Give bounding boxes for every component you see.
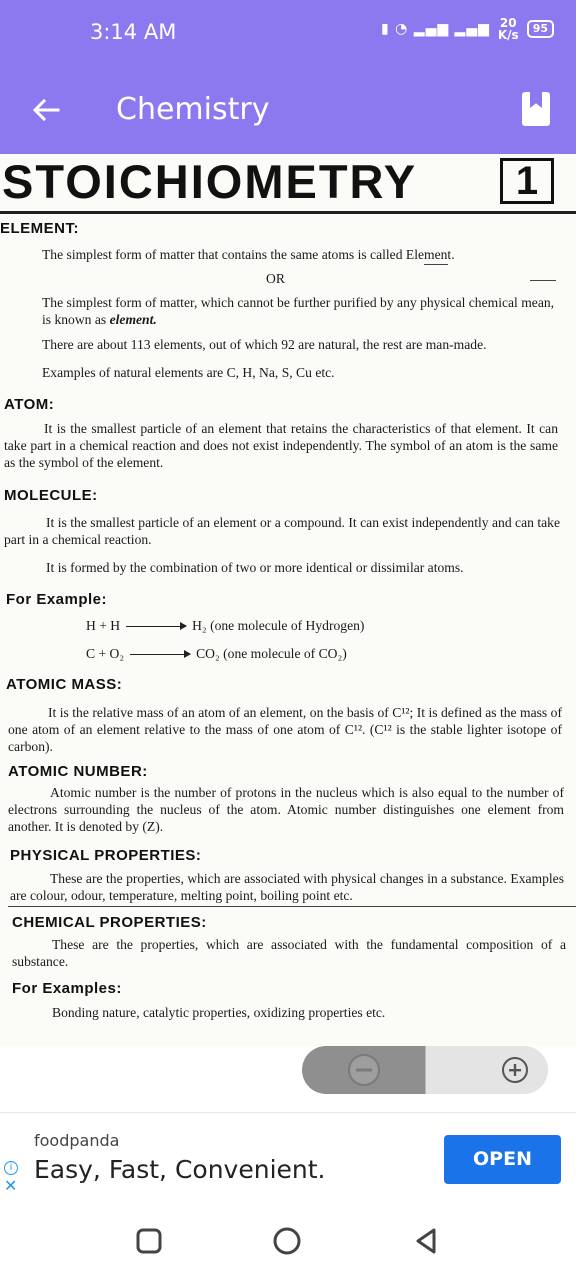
equation-hydrogen — [86, 618, 364, 634]
divider — [8, 906, 576, 907]
equation-co2-reactants: C + O₂ — [86, 646, 125, 661]
status-icons — [381, 17, 554, 41]
signal-icon: ▮ ◔ ▂▄▆ ▂▄▆ — [380, 21, 490, 37]
equation-hydrogen-product: H₂ (one molecule of Hydrogen) — [192, 618, 365, 633]
section-heading-for-example: For Example: — [6, 591, 108, 608]
underline-mark — [424, 264, 448, 265]
element-count: There are about 113 elements, out of which 92 are natural, the rest are man-made. — [42, 337, 487, 352]
element-or: OR — [266, 271, 285, 286]
nav-recents-icon[interactable] — [132, 1224, 166, 1258]
element-definition: The simplest form of matter that contains the same atoms is called Element. — [42, 247, 455, 262]
chapter-number: 1 — [500, 158, 554, 204]
section-heading-atomic-number: ATOMIC NUMBER: — [8, 763, 148, 780]
document-page — [0, 154, 576, 1046]
nav-home-icon[interactable] — [270, 1224, 304, 1258]
zoom-out-button[interactable] — [302, 1046, 425, 1094]
element-term: element. — [109, 312, 157, 327]
underline-mark — [530, 280, 556, 281]
atom-definition: It is the smallest particle of an element that retains the characteristics of that element. It can take part in a chemical reaction and does not exist independently. The symbol of an atom is the same as the symbol of the element. — [4, 421, 558, 470]
molecule-formation: It is formed by the combination of two or more identical or dissimilar atoms. — [46, 560, 464, 575]
zoom-in-button[interactable] — [425, 1046, 548, 1094]
atomic-number-definition: Atomic number is the number of protons in the nucleus which is also equal to the number of electrons surrounding the nucleus of the atom. Atomic number distinguishes one element from another. It is denoted by (Z). — [8, 785, 564, 834]
network-speed-unit: K/s — [497, 28, 519, 42]
app-bar — [0, 66, 576, 154]
section-heading-atom: ATOM: — [4, 396, 55, 413]
bookmark-icon[interactable] — [522, 92, 550, 126]
section-heading-atomic-mass: ATOMIC MASS: — [6, 676, 123, 693]
element-definition-alt — [42, 294, 558, 328]
element-definition-alt-text: The simplest form of matter, which cannot be further purified by any physical chemical mean, is known as — [42, 295, 555, 327]
equation-hydrogen-reactants: H + H — [86, 618, 121, 633]
element-examples: Examples of natural elements are C, H, Na, S, Cu etc. — [42, 365, 335, 380]
reaction-arrow-icon — [130, 654, 190, 655]
network-speed — [498, 17, 519, 41]
system-nav-bar — [0, 1204, 576, 1280]
chapter-title: STOICHIOMETRY — [2, 155, 418, 208]
section-heading-molecule: MOLECULE: — [4, 487, 98, 504]
status-time: 3:14 AM — [90, 20, 177, 44]
nav-back-icon[interactable] — [408, 1224, 442, 1258]
section-heading-chemical-properties: CHEMICAL PROPERTIES: — [12, 914, 207, 931]
zoom-in-icon — [500, 1055, 530, 1085]
zoom-out-icon — [344, 1050, 384, 1090]
molecule-definition: It is the smallest particle of an element or a compound. It can exist independently and can take part in a chemical reaction. — [4, 515, 560, 547]
physical-properties-definition: These are the properties, which are associated with physical changes in a substance. Examples are colour, odour, temperature, melting point, boiling point etc. — [10, 871, 564, 903]
ad-info-icon[interactable]: i — [4, 1161, 18, 1175]
heading-rule — [0, 211, 576, 214]
reaction-arrow-icon — [126, 626, 186, 627]
chemical-properties-examples-heading: For Examples: — [12, 980, 122, 997]
back-arrow-icon[interactable] — [26, 90, 66, 130]
network-speed-value: 20 — [499, 16, 517, 30]
ad-banner[interactable] — [0, 1112, 576, 1204]
equation-co2-product: CO₂ (one molecule of CO₂) — [196, 646, 347, 661]
ad-close-icon[interactable]: ✕ — [4, 1176, 18, 1195]
page-title: Chemistry — [116, 92, 270, 127]
zoom-control — [302, 1046, 548, 1094]
section-heading-physical-properties: PHYSICAL PROPERTIES: — [10, 847, 202, 864]
status-bar — [0, 0, 576, 66]
chapter-heading — [0, 154, 576, 210]
ad-brand: foodpanda — [34, 1131, 120, 1150]
ad-headline: Easy, Fast, Convenient. — [34, 1155, 326, 1184]
battery-icon: 95 — [527, 20, 554, 38]
ad-open-button[interactable]: OPEN — [444, 1135, 561, 1184]
atomic-mass-definition: It is the relative mass of an atom of an element, on the basis of C¹²; It is defined as the mass of one atom of an element relative to the mass of one atom of C¹². (C¹² is the stable lighter isotope of carbon). — [8, 705, 562, 754]
chemical-properties-definition: These are the properties, which are associated with the fundamental composition of a substance. — [12, 937, 566, 969]
equation-carbon-dioxide — [86, 646, 347, 662]
chemical-properties-examples: Bonding nature, catalytic properties, oxidizing properties etc. — [52, 1005, 386, 1020]
section-heading-element: ELEMENT: — [0, 220, 79, 237]
